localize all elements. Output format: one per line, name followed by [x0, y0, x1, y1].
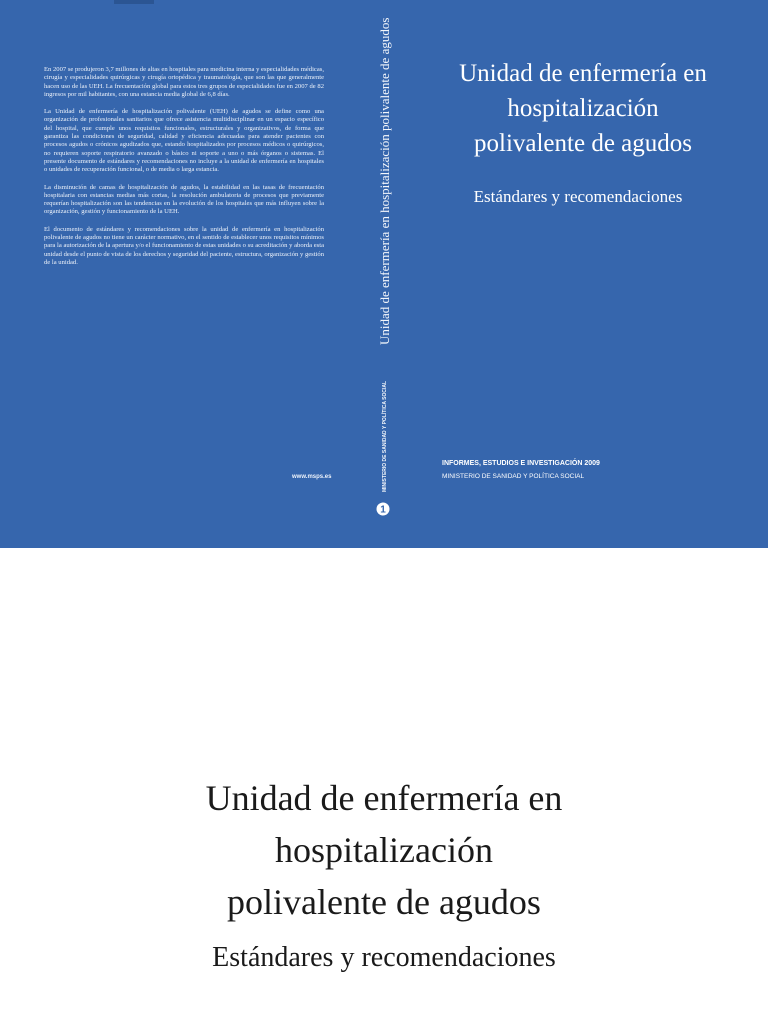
- series-label: INFORMES, ESTUDIOS E INVESTIGACIÓN 2009: [442, 460, 600, 467]
- title-page-subtitle: Estándares y recomendaciones: [212, 942, 556, 973]
- back-cover-url[interactable]: www.msps.es: [292, 474, 332, 480]
- front-title-line: hospitalización: [507, 95, 659, 122]
- back-cover-text: [44, 66, 324, 276]
- back-paragraph: La Unidad de enfermería de hospitalización polivalente (UEH) de agudos se define como una organización de profesionales sanitarios que ofrece asistencia multidisciplinar en un espacio específico del hospital, que cumple unos requisitos funcionales, estructurales y organizativos, de forma que garantiza las condiciones de seguridad, calidad y eficiencia adecuadas para atender pacientes con procesos agudos o crónicos agudizados que, estando hospitalizados por procesos médicos o quirúrgicos, no requieren soporte respiratorio avanzado o básico ni soporte a uno o más órganos o sistemas. El presente documento de estándares y recomendaciones no incluye a la unidad de enfermería en hospitales o unidades de recuperación funcional, o de media o larga estancia.: [44, 108, 324, 174]
- front-title-line: polivalente de agudos: [474, 130, 692, 157]
- series-number: 1: [380, 504, 386, 516]
- front-cover-subtitle: Estándares y recomendaciones: [473, 187, 683, 206]
- title-page-title-line: Unidad de enfermería en: [205, 778, 563, 818]
- cover-top-strip: [114, 0, 154, 4]
- ministry-label: MINISTERIO DE SANIDAD Y POLÍTICA SOCIAL: [442, 473, 585, 480]
- spine-title: Unidad de enfermería en hospitalización polivalente de agudos: [377, 17, 392, 345]
- front-cover-title: [408, 56, 758, 161]
- front-title-line: Unidad de enfermería en: [459, 60, 707, 87]
- title-page-title-line: polivalente de agudos: [227, 882, 541, 922]
- back-paragraph: En 2007 se produjeron 3,7 millones de altas en hospitales para medicina interna y especialidades médicas, cirugía y especialidades quirúrgicas y cirugía ortopédica y traumatología, que son las que generalmente hacen uso de las UEH. La frecuentación global para estos tres grupos de especialidades fue en 2007 de 82 ingresos por mil habitantes, con una estancia media global de 6,8 días.: [44, 66, 324, 98]
- title-page: [0, 548, 768, 1024]
- title-page-title-line: hospitalización: [275, 830, 493, 870]
- spine-publisher: MINISTERIO DE SANIDAD Y POLÍTICA SOCIAL: [382, 380, 388, 492]
- series-number-icon: [376, 502, 390, 516]
- back-paragraph: La disminución de camas de hospitalización de agudos, la estabilidad en las tasas de frecuentación hospitalaria con estancias medias más cortas, la resolución ambulatoria de procesos que previamente requerían hospitalización son las tendencias en la evolución de los hospitales que más influyen sobre la organización, gestión y funcionamiento de la UEH.: [44, 183, 324, 216]
- title-page-title: [84, 772, 684, 928]
- back-paragraph: El documento de estándares y recomendaciones sobre la unidad de enfermería en hospitalización polivalente de agudos no tiene un carácter normativo, en el sentido de establecer unos requisitos mínimos para la autorización de la apertura y/o el funcionamiento de estas unidades o su acreditación y aborda esta unidad desde el punto de vista de los derechos y seguridad del paciente, estructura, organización y gestión de la unidad.: [44, 225, 324, 266]
